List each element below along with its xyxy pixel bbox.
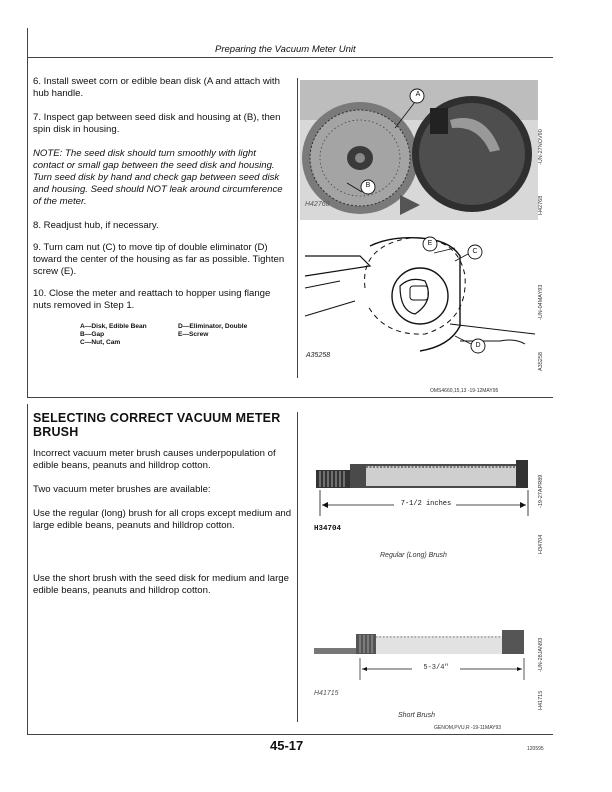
legend-b: B—Gap	[80, 331, 105, 338]
short-brush-caption: Short Brush	[398, 712, 435, 719]
brush-paragraph-2: Two vacuum meter brushes are available:	[33, 484, 211, 495]
figure3-id: H34704	[314, 525, 342, 533]
figure1-id: H42768	[305, 201, 330, 208]
figure1-callouts	[300, 80, 538, 220]
figure2-side-code-2: A35258	[538, 352, 544, 371]
section2-heading-line2: BRUSH	[33, 425, 79, 439]
legend-c: C—Nut, Cam	[80, 339, 121, 346]
short-brush-drawing	[312, 626, 534, 682]
figure2-side-code-1: -UN-04MAY93	[538, 284, 544, 320]
figure2-id: A35258	[306, 352, 331, 359]
figure3-side-code-1: -19-27APR89	[538, 474, 544, 508]
section1-footer-code: OMS4660,15,13 -19-12MAY95	[430, 388, 499, 394]
callout-a: A	[415, 91, 421, 98]
figure1-side-code-2: H42768	[538, 195, 544, 215]
note-block	[33, 148, 288, 208]
regular-brush-dimension: 7-1/2 inches	[400, 500, 452, 508]
section2-rule-left	[27, 404, 28, 734]
header-rule	[27, 57, 553, 58]
callout-b: B	[365, 182, 371, 189]
section1-rule-left	[27, 57, 28, 397]
step-10: 10. Close the meter and reattach to hopper using flange nuts removed in Step 1.	[33, 288, 271, 311]
header-rule-left	[27, 28, 28, 58]
section2-heading	[33, 411, 293, 439]
page-title: Preparing the Vacuum Meter Unit	[215, 44, 356, 55]
legend-e: E—Screw	[178, 331, 209, 338]
page-code: 120595	[527, 746, 544, 752]
legend-d: D—Eliminator, Double	[178, 323, 248, 330]
callout-d: D	[475, 342, 481, 349]
figure4-id: H41715	[314, 690, 339, 697]
legend-left	[80, 323, 175, 347]
brush-paragraph-4: Use the short brush with the seed disk for medium and large edible beans, peanuts and hilldrop cotton.	[33, 573, 289, 596]
section2-divider	[297, 412, 298, 722]
note-label: NOTE:	[33, 148, 63, 159]
section2-rule-bottom	[27, 734, 553, 735]
page-number: 45-17	[270, 738, 304, 753]
figure4-side-code-1: -UN-28JAN93	[538, 637, 544, 672]
eliminator-diagram	[300, 226, 538, 366]
short-brush-dimension: 5-3/4"	[423, 664, 449, 672]
section1-divider	[297, 78, 298, 378]
regular-brush-caption: Regular (Long) Brush	[380, 552, 447, 559]
step-6: 6. Install sweet corn or edible bean disk (A and attach with hub handle.	[33, 76, 280, 99]
figure4-side-code-2: H41715	[538, 690, 544, 710]
brush-paragraph-3: Use the regular (long) brush for all crops except medium and large edible beans, peanuts and hilldrop cotton.	[33, 508, 292, 531]
note-text: The seed disk should turn smoothly with light contact or small gap between the seed disk and housing. Turn seed disk by hand and check gap between seed disk and housing. Seed should NOT leak around circumference of the meter.	[33, 148, 283, 207]
section1-rule-bottom	[27, 397, 553, 398]
legend-a: A—Disk, Edible Bean	[80, 323, 147, 330]
step-8: 8. Readjust hub, if necessary.	[33, 220, 159, 231]
callout-c: C	[472, 248, 478, 255]
figure1-side-code-1: -UN-27NOV90	[538, 129, 544, 165]
legend-right	[178, 323, 278, 339]
step-9: 9. Turn cam nut (C) to move tip of double eliminator (D) toward the center of the housing as far as possible. Tighten screw (E).	[33, 242, 285, 277]
figure3-side-code-2: H34704	[538, 534, 544, 554]
callout-e: E	[427, 240, 433, 247]
brush-paragraph-1: Incorrect vacuum meter brush causes underpopulation of edible beans, peanuts and hilldrop cotton.	[33, 448, 276, 471]
section2-footer-code: GENOM,PVU,R -19-11MAY93	[434, 725, 502, 731]
step-7: 7. Inspect gap between seed disk and housing at (B), then spin disk in housing.	[33, 112, 281, 135]
section2-heading-line1: SELECTING CORRECT VACUUM METER	[33, 411, 281, 425]
